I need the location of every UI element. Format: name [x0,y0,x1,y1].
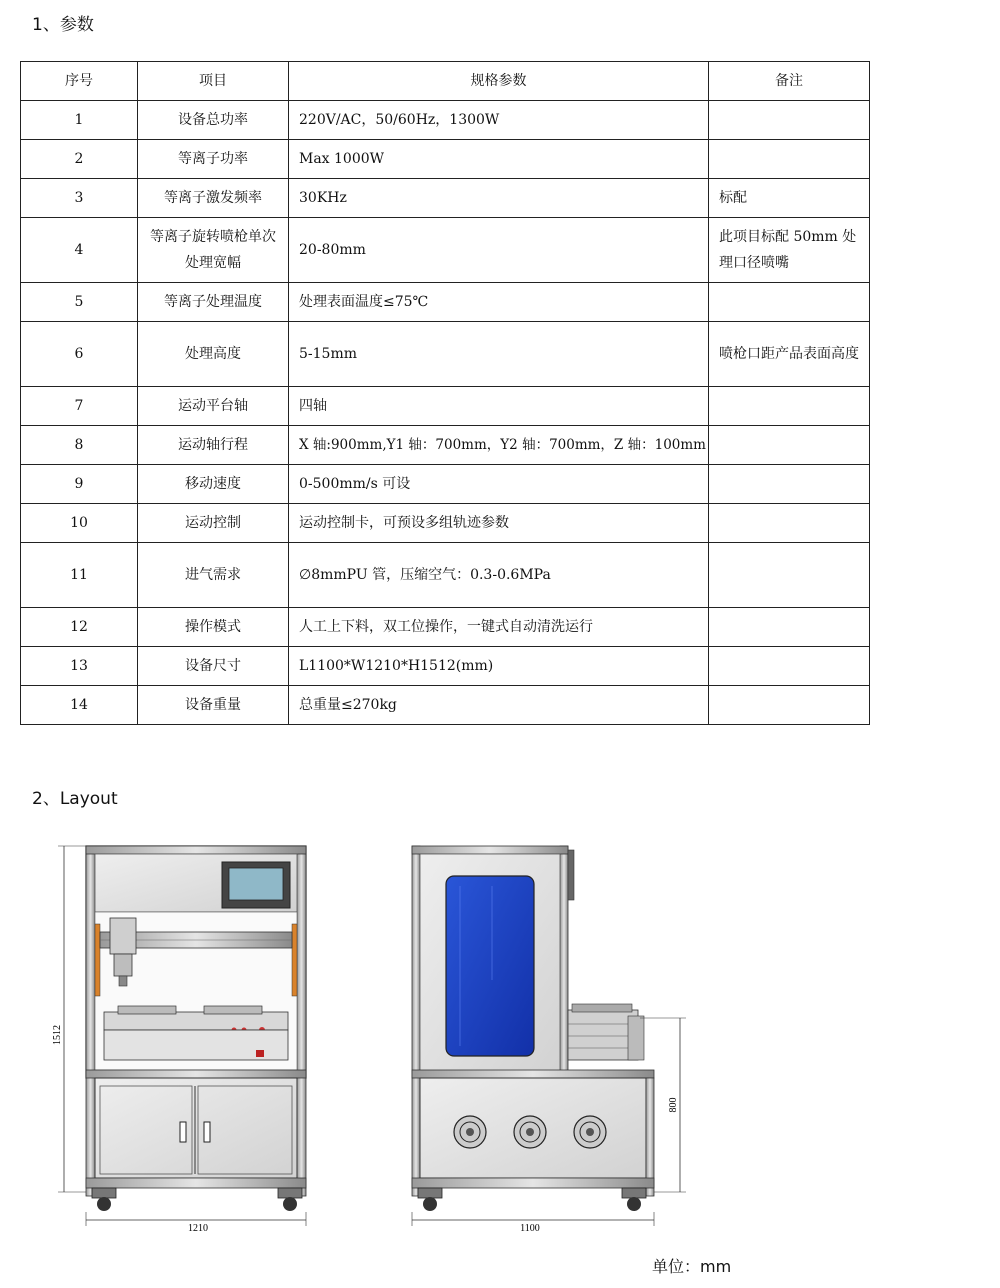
table-row [21,426,870,465]
cell-item: 等离子激发频率 [138,179,289,218]
cell-item: 操作模式 [138,608,289,647]
table-row [21,101,870,140]
section-2-title: 2、Layout [32,789,118,809]
cell-item: 等离子功率 [138,140,289,179]
cell-no: 1 [21,101,138,140]
cell-no: 3 [21,179,138,218]
cell-item: 设备重量 [138,686,289,725]
cell-note [709,465,870,504]
cell-note: 标配 [709,179,870,218]
cell-spec: 人工上下料，双工位操作，一键式自动清洗运行 [289,608,709,647]
cell-spec: X 轴:900mm,Y1 轴：700mm，Y2 轴：700mm，Z 轴：100mm [289,426,709,465]
cell-note [709,101,870,140]
cell-no: 11 [21,543,138,608]
cell-note: 此项目标配 50mm 处理口径喷嘴 [709,218,870,283]
cell-spec: 0-500mm/s 可设 [289,465,709,504]
cell-note: 喷枪口距产品表面高度 [709,322,870,387]
cell-no: 13 [21,647,138,686]
cell-note [709,647,870,686]
cell-item: 移动速度 [138,465,289,504]
cell-spec: 运动控制卡，可预设多组轨迹参数 [289,504,709,543]
side-width-label: 1100 [520,1223,540,1234]
cell-note [709,543,870,608]
cell-note [709,387,870,426]
table-row [21,179,870,218]
cell-no: 7 [21,387,138,426]
table-row [21,465,870,504]
table-row [21,543,870,608]
cell-no: 2 [21,140,138,179]
table-row [21,686,870,725]
cell-note [709,283,870,322]
table-row [21,140,870,179]
table-height-label: 800 [668,1097,679,1113]
cell-no: 6 [21,322,138,387]
table-header-row [21,62,870,101]
table-row [21,218,870,283]
cell-spec: ∅8mmPU 管，压缩空气：0.3-0.6MPa [289,543,709,608]
cell-item: 设备尺寸 [138,647,289,686]
front-view [52,846,306,1234]
header-item: 项目 [138,62,289,101]
header-spec: 规格参数 [289,62,709,101]
cell-spec: 30KHz [289,179,709,218]
table-row [21,387,870,426]
cell-spec: 5-15mm [289,322,709,387]
cell-spec: 20-80mm [289,218,709,283]
header-note: 备注 [709,62,870,101]
cell-note [709,504,870,543]
spec-table [20,61,870,725]
cell-note [709,426,870,465]
cell-spec: Max 1000W [289,140,709,179]
cell-item: 等离子旋转喷枪单次处理宽幅 [138,218,289,283]
table-row [21,608,870,647]
side-view [412,846,686,1234]
blue-window [446,876,534,1056]
cell-spec: 总重量≤270kg [289,686,709,725]
table-row [21,283,870,322]
cell-item: 处理高度 [138,322,289,387]
cell-no: 4 [21,218,138,283]
hmi-screen [229,868,283,900]
machine-layout-drawing [0,820,1000,1240]
table-row [21,322,870,387]
cell-no: 10 [21,504,138,543]
header-no: 序号 [21,62,138,101]
cell-item: 运动平台轴 [138,387,289,426]
table-row [21,504,870,543]
cell-no: 8 [21,426,138,465]
cell-item: 运动轴行程 [138,426,289,465]
cell-note [709,686,870,725]
cell-spec: 四轴 [289,387,709,426]
cell-spec: 处理表面温度≤75℃ [289,283,709,322]
cell-item: 等离子处理温度 [138,283,289,322]
cell-note [709,608,870,647]
cell-no: 12 [21,608,138,647]
cell-no: 14 [21,686,138,725]
height-dimension-label: 1512 [52,1025,63,1045]
table-row [21,647,870,686]
unit-label: 单位：mm [652,1257,732,1276]
cell-item: 进气需求 [138,543,289,608]
front-width-label: 1210 [188,1223,208,1234]
section-1-title: 1、参数 [32,15,94,35]
cell-item: 设备总功率 [138,101,289,140]
cell-no: 5 [21,283,138,322]
cell-no: 9 [21,465,138,504]
cell-note [709,140,870,179]
cell-spec: 220V/AC，50/60Hz，1300W [289,101,709,140]
cell-item: 运动控制 [138,504,289,543]
cell-spec: L1100*W1210*H1512(mm) [289,647,709,686]
